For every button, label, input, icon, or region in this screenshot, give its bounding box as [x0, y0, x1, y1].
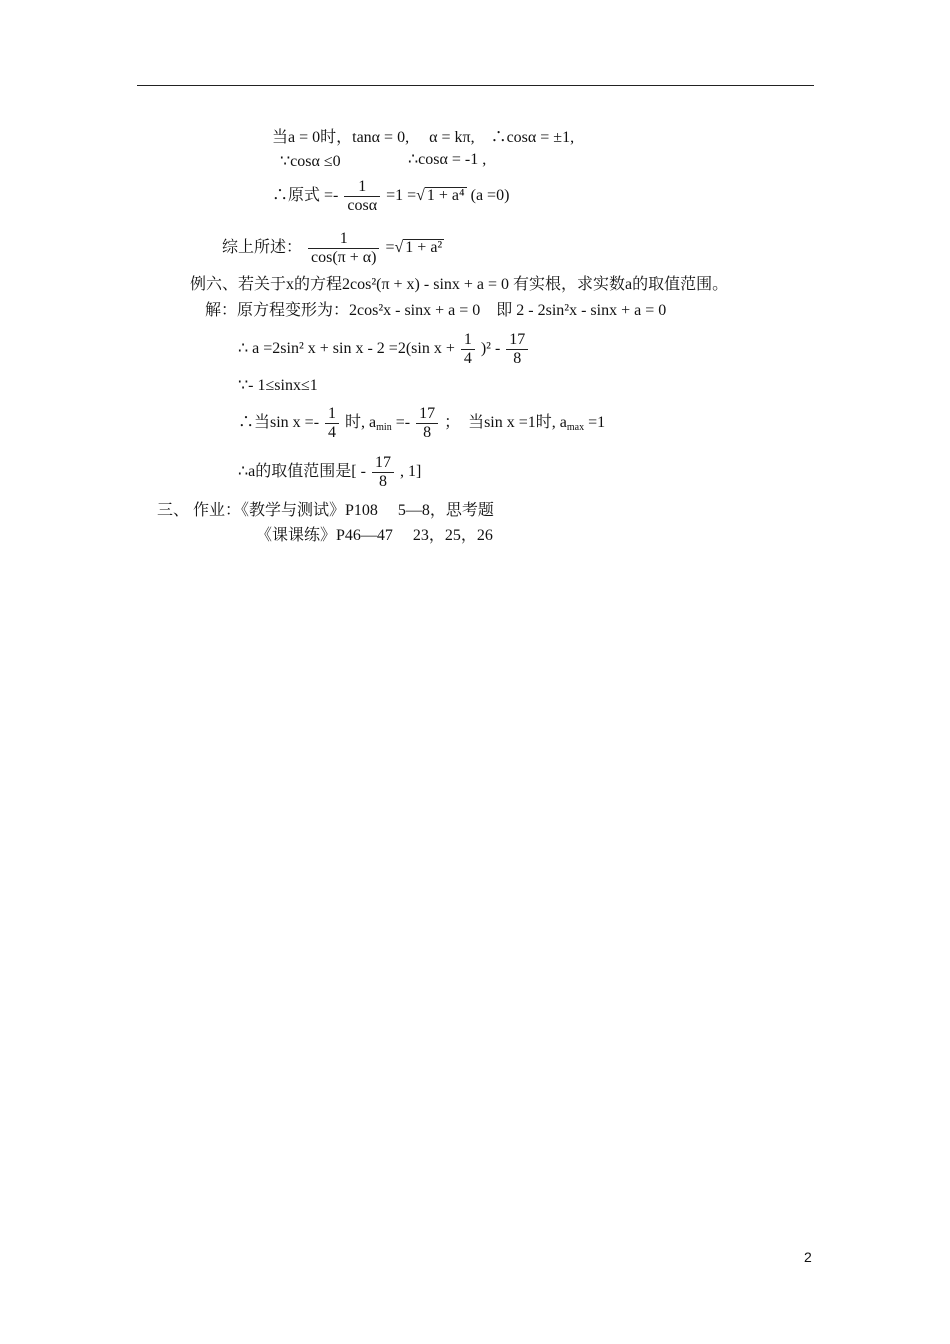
header-rule [137, 85, 814, 86]
fraction: $\frac{17}{8}$ [416, 405, 438, 442]
solution-line: 解：原方程变形为：2cos²x - sinx + a = 0 即 2 - 2sin²x - sinx + a = 0 [205, 302, 667, 319]
homework-line-2: 《课课练》P46—47 23，25，26 [256, 527, 493, 544]
line-therefore-cos: ∴cosα = -1 , [408, 151, 487, 168]
fraction: $\frac{1}{\cos(\pi + \alpha)}$ [308, 230, 379, 267]
line-min-max: ∴当sin x =- $\frac{1}{4}$ 时, $a_{min}$ =- $\frac{17}{8}$ ； 当sin x =1时, $a_{max} =1$ [238, 405, 606, 441]
example-six: 例六、若关于x的方程2cos²(π + x) - sinx + a = 0 有实根，求实数a的取值范围。 [190, 276, 729, 293]
fraction: $\frac{1}{\cos\alpha}$ [344, 178, 380, 215]
radicand: 1 + a² [405, 239, 443, 257]
line-original-expression: ∴原式 =- $\frac{1}{\cos\alpha}$ =1 =√ 1 + a⁴ (a =0) [272, 178, 510, 214]
fraction: $\frac{1}{4}$ [325, 405, 339, 442]
line-a-expression: ∴ a =2sin² x + sin x - 2 =2(sin x + $\frac{1}{4}$ )² - $\frac{17}{8}$ [238, 331, 530, 368]
fraction: $\frac{1}{4}$ [461, 331, 475, 368]
line-summary: 综上所述： $\frac{1}{\cos(\pi + \alpha)}$ =√ 1 + a² [222, 230, 443, 266]
line-range-result: ∴a的取值范围是[ - $\frac{17}{8}$ , 1] [238, 454, 422, 490]
fraction: $\frac{17}{8}$ [372, 454, 394, 491]
line-sin-range: ∵- 1≤sinx≤1 [238, 377, 318, 394]
radicand: 1 + a⁴ [426, 187, 465, 205]
page-number: 2 [804, 1249, 812, 1265]
line-because-cos: ∵cosα ≤0 [280, 153, 341, 170]
fraction: $\frac{17}{8}$ [506, 331, 528, 368]
homework-line-1: 三、 作业：《教学与测试》P108 5—8，思考题 [157, 502, 494, 519]
line-case-a0: 当a = 0时，tanα = 0, α = kπ, ∴cosα = ±1, [272, 129, 575, 146]
